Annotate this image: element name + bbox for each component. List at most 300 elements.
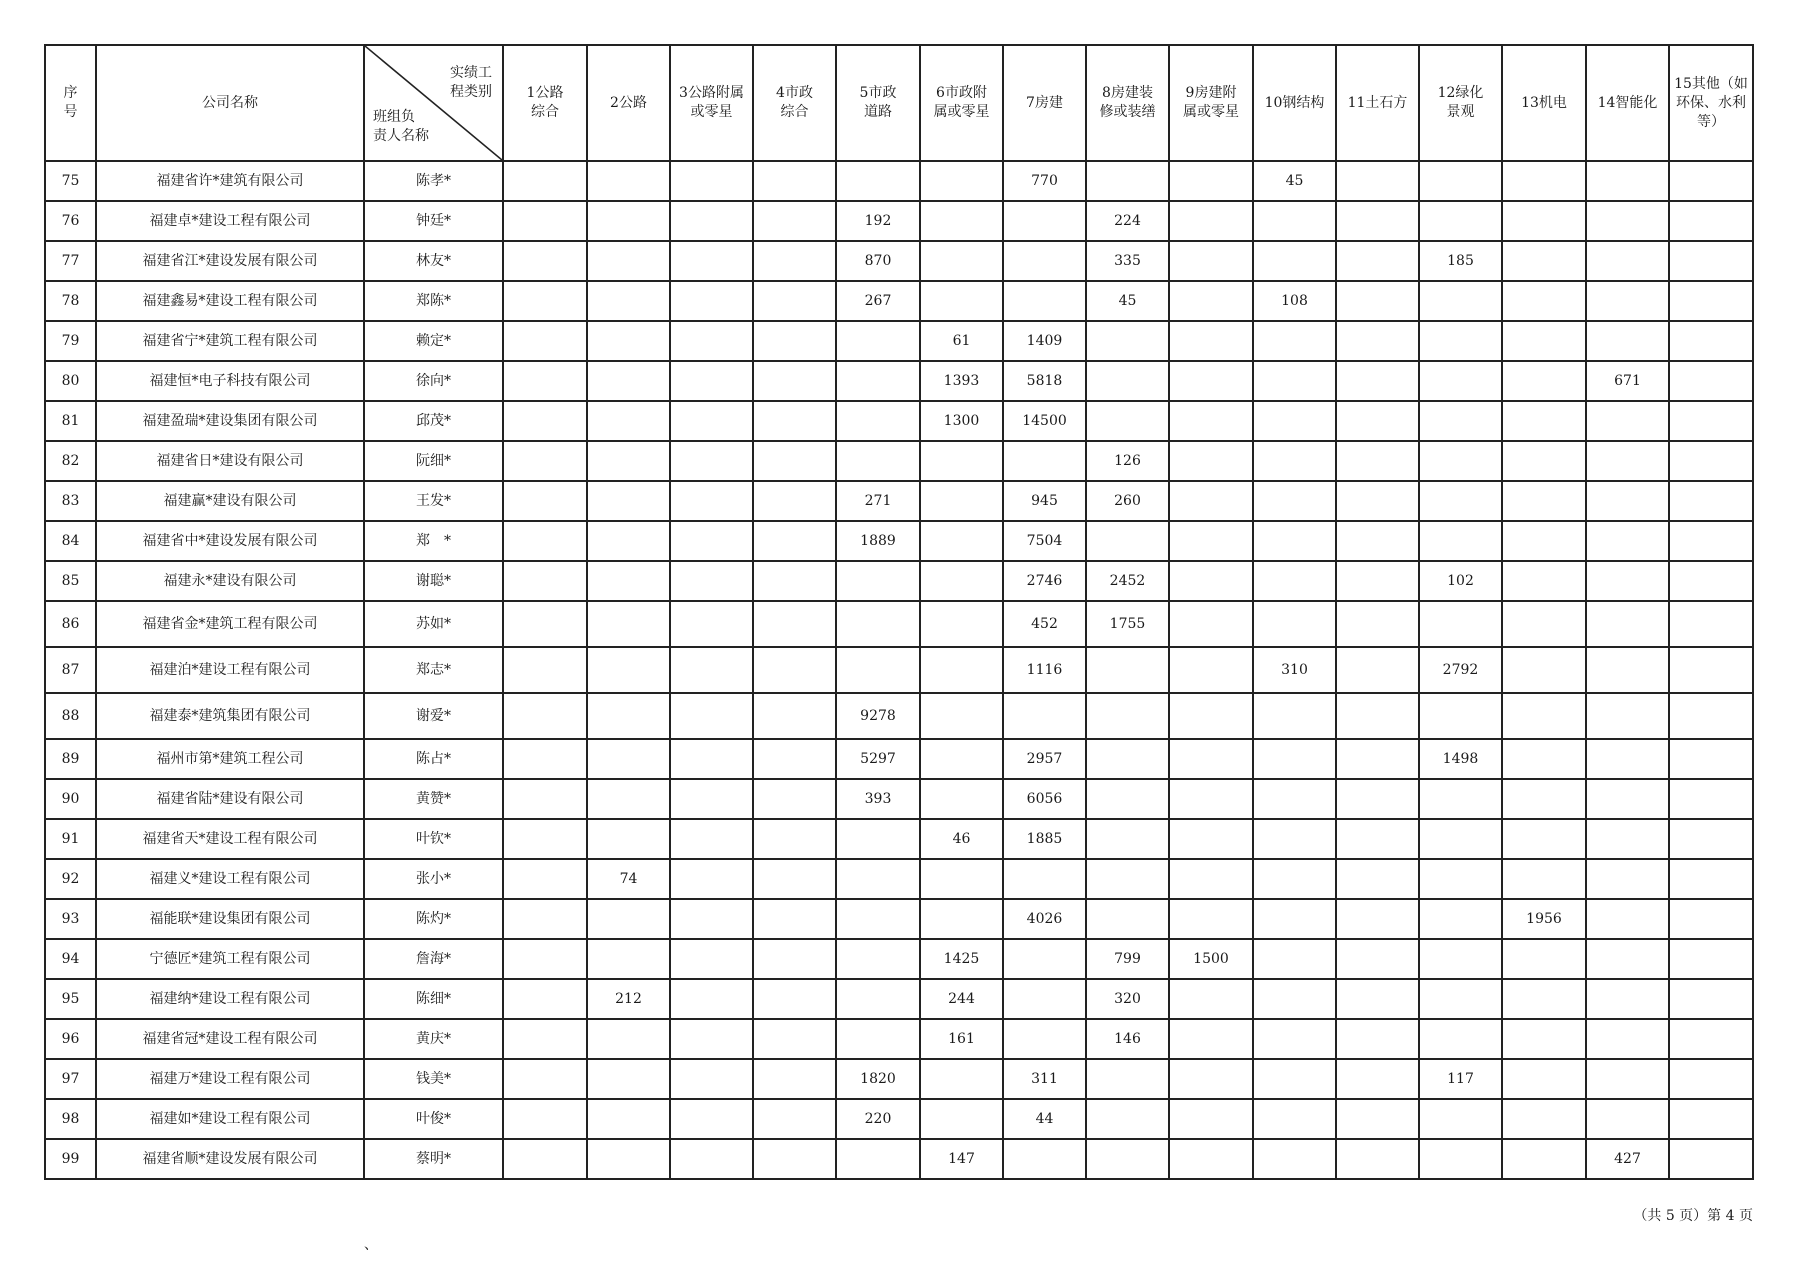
row-value-cat-9 [1169,321,1253,361]
row-value-cat-15 [1669,979,1753,1019]
header-category-label: 7房建 [1026,94,1063,111]
row-value-cat-4 [753,1139,836,1179]
row-seq: 75 [45,161,96,201]
row-value-cat-6: 1393 [920,361,1003,401]
row-value-cat-4 [753,601,836,647]
row-value-cat-1 [503,1099,587,1139]
row-value-cat-1 [503,321,587,361]
row-value-cat-15 [1669,241,1753,281]
row-value-cat-10: 310 [1253,647,1336,693]
row-value-cat-6: 1425 [920,939,1003,979]
row-value-cat-13 [1502,481,1586,521]
row-value-cat-13 [1502,859,1586,899]
row-value-cat-7: 1885 [1003,819,1086,859]
row-value-cat-12: 102 [1419,561,1502,601]
row-seq: 79 [45,321,96,361]
row-seq: 92 [45,859,96,899]
row-value-cat-11 [1336,521,1419,561]
row-value-cat-7: 1116 [1003,647,1086,693]
row-value-cat-11 [1336,739,1419,779]
row-value-cat-13 [1502,939,1586,979]
row-value-cat-9 [1169,859,1253,899]
row-value-cat-7: 14500 [1003,401,1086,441]
row-value-cat-10 [1253,321,1336,361]
row-value-cat-12 [1419,161,1502,201]
row-value-cat-1 [503,1059,587,1099]
row-value-cat-8 [1086,739,1169,779]
row-seq: 94 [45,939,96,979]
row-company: 福建赢*建设有限公司 [96,481,364,521]
row-value-cat-5: 220 [836,1099,920,1139]
row-value-cat-7: 311 [1003,1059,1086,1099]
row-value-cat-6: 46 [920,819,1003,859]
row-value-cat-10 [1253,561,1336,601]
row-value-cat-14 [1586,441,1669,481]
row-company: 福建永*建设有限公司 [96,561,364,601]
header-category-label: 15其他（如 环保、水利 等） [1674,75,1748,130]
row-value-cat-14 [1586,693,1669,739]
row-value-cat-12 [1419,1099,1502,1139]
table-row [45,1099,1753,1139]
row-value-cat-6 [920,481,1003,521]
row-leader: 叶钦* [364,819,503,859]
row-value-cat-3 [670,521,753,561]
row-value-cat-5: 870 [836,241,920,281]
row-value-cat-5 [836,1139,920,1179]
header-category-13 [1502,45,1586,161]
row-value-cat-5: 271 [836,481,920,521]
row-value-cat-5 [836,979,920,1019]
table-row [45,481,1753,521]
row-value-cat-6: 1300 [920,401,1003,441]
row-value-cat-13 [1502,161,1586,201]
row-value-cat-10 [1253,979,1336,1019]
row-value-cat-7 [1003,241,1086,281]
row-value-cat-1 [503,361,587,401]
row-value-cat-11 [1336,601,1419,647]
row-seq: 86 [45,601,96,647]
row-value-cat-6 [920,601,1003,647]
row-value-cat-3 [670,1019,753,1059]
row-leader: 谢聪* [364,561,503,601]
row-value-cat-5 [836,859,920,899]
row-value-cat-8: 1755 [1086,601,1169,647]
table-row [45,161,1753,201]
header-category-2 [587,45,670,161]
row-value-cat-3 [670,281,753,321]
row-value-cat-6 [920,441,1003,481]
row-value-cat-5 [836,321,920,361]
row-value-cat-4 [753,401,836,441]
row-value-cat-7: 770 [1003,161,1086,201]
table-row [45,521,1753,561]
row-seq: 84 [45,521,96,561]
header-leader-label: 班组负 责人名称 [373,109,429,144]
row-value-cat-2 [587,939,670,979]
row-value-cat-5 [836,441,920,481]
row-value-cat-14 [1586,201,1669,241]
row-value-cat-11 [1336,979,1419,1019]
row-value-cat-12 [1419,1139,1502,1179]
row-value-cat-2 [587,739,670,779]
row-value-cat-4 [753,739,836,779]
row-value-cat-13 [1502,819,1586,859]
header-category-10 [1253,45,1336,161]
row-company: 福建如*建设工程有限公司 [96,1099,364,1139]
row-value-cat-15 [1669,561,1753,601]
row-value-cat-10 [1253,241,1336,281]
row-value-cat-3 [670,1099,753,1139]
row-value-cat-15 [1669,859,1753,899]
row-value-cat-2 [587,601,670,647]
row-value-cat-8: 2452 [1086,561,1169,601]
row-value-cat-6 [920,693,1003,739]
row-value-cat-9 [1169,201,1253,241]
row-value-cat-14 [1586,899,1669,939]
row-value-cat-11 [1336,899,1419,939]
row-value-cat-2 [587,241,670,281]
row-value-cat-5: 5297 [836,739,920,779]
row-value-cat-11 [1336,647,1419,693]
row-value-cat-2 [587,281,670,321]
row-value-cat-1 [503,441,587,481]
row-value-cat-8: 224 [1086,201,1169,241]
row-value-cat-1 [503,939,587,979]
row-value-cat-15 [1669,1019,1753,1059]
header-category-label: 11土石方 [1347,94,1408,111]
row-value-cat-8 [1086,1139,1169,1179]
row-value-cat-8 [1086,859,1169,899]
row-value-cat-5 [836,401,920,441]
table-row [45,281,1753,321]
row-value-cat-2 [587,647,670,693]
row-company: 福建义*建设工程有限公司 [96,859,364,899]
row-value-cat-4 [753,979,836,1019]
row-value-cat-15 [1669,321,1753,361]
row-value-cat-8: 146 [1086,1019,1169,1059]
row-value-cat-7 [1003,693,1086,739]
row-leader: 阮细* [364,441,503,481]
row-value-cat-2 [587,1059,670,1099]
row-value-cat-14 [1586,601,1669,647]
row-value-cat-13 [1502,521,1586,561]
row-value-cat-13 [1502,647,1586,693]
row-value-cat-2 [587,1019,670,1059]
row-value-cat-3 [670,739,753,779]
table-row [45,1059,1753,1099]
row-value-cat-4 [753,1019,836,1059]
row-company: 福建万*建设工程有限公司 [96,1059,364,1099]
row-value-cat-7: 5818 [1003,361,1086,401]
row-seq: 88 [45,693,96,739]
row-company: 福建鑫易*建设工程有限公司 [96,281,364,321]
row-value-cat-1 [503,739,587,779]
row-value-cat-14 [1586,241,1669,281]
row-value-cat-10: 45 [1253,161,1336,201]
row-value-cat-2: 212 [587,979,670,1019]
row-value-cat-11 [1336,561,1419,601]
row-value-cat-4 [753,693,836,739]
header-category-7 [1003,45,1086,161]
row-leader: 陈灼* [364,899,503,939]
row-value-cat-9 [1169,361,1253,401]
row-value-cat-9 [1169,241,1253,281]
header-row [45,45,1753,161]
row-value-cat-13 [1502,1099,1586,1139]
header-category-11 [1336,45,1419,161]
row-value-cat-9 [1169,281,1253,321]
row-value-cat-13 [1502,1019,1586,1059]
row-value-cat-10 [1253,1019,1336,1059]
row-value-cat-11 [1336,201,1419,241]
row-value-cat-15 [1669,1059,1753,1099]
row-value-cat-5 [836,361,920,401]
row-seq: 83 [45,481,96,521]
row-value-cat-14 [1586,401,1669,441]
row-value-cat-12 [1419,979,1502,1019]
row-value-cat-9 [1169,521,1253,561]
row-value-cat-15 [1669,1099,1753,1139]
table-row [45,561,1753,601]
row-leader: 詹海* [364,939,503,979]
row-value-cat-14 [1586,1019,1669,1059]
row-value-cat-10 [1253,1099,1336,1139]
row-seq: 93 [45,899,96,939]
row-value-cat-4 [753,241,836,281]
row-value-cat-4 [753,819,836,859]
row-value-cat-1 [503,779,587,819]
row-value-cat-8 [1086,321,1169,361]
row-value-cat-8 [1086,899,1169,939]
row-leader: 陈细* [364,979,503,1019]
row-value-cat-9 [1169,739,1253,779]
row-value-cat-2 [587,819,670,859]
row-value-cat-2 [587,521,670,561]
header-category-label: 1公路 综合 [526,85,564,120]
row-value-cat-8: 260 [1086,481,1169,521]
row-value-cat-12 [1419,1019,1502,1059]
row-value-cat-2 [587,481,670,521]
row-value-cat-14 [1586,161,1669,201]
row-company: 宁德匠*建筑工程有限公司 [96,939,364,979]
row-value-cat-4 [753,321,836,361]
row-value-cat-10 [1253,441,1336,481]
row-seq: 80 [45,361,96,401]
row-value-cat-14 [1586,521,1669,561]
row-value-cat-15 [1669,401,1753,441]
row-value-cat-10 [1253,1059,1336,1099]
row-value-cat-3 [670,647,753,693]
row-company: 福建省江*建设发展有限公司 [96,241,364,281]
header-category-label: 10钢结构 [1264,94,1325,111]
row-value-cat-9 [1169,1099,1253,1139]
row-value-cat-10 [1253,693,1336,739]
row-value-cat-10 [1253,521,1336,561]
table-row [45,939,1753,979]
row-value-cat-14 [1586,561,1669,601]
page-footer: （共 5 页）第 4 页 [1633,1208,1753,1224]
row-seq: 85 [45,561,96,601]
row-leader: 谢爱* [364,693,503,739]
row-leader: 钱美* [364,1059,503,1099]
header-category-label: 3公路附属 或零星 [679,85,744,120]
row-value-cat-15 [1669,647,1753,693]
row-value-cat-2 [587,693,670,739]
row-seq: 89 [45,739,96,779]
row-value-cat-4 [753,899,836,939]
table-row [45,1139,1753,1179]
row-value-cat-10 [1253,601,1336,647]
row-value-cat-1 [503,201,587,241]
row-value-cat-4 [753,481,836,521]
row-value-cat-3 [670,693,753,739]
row-value-cat-15 [1669,481,1753,521]
row-value-cat-14 [1586,939,1669,979]
row-value-cat-11 [1336,1139,1419,1179]
row-value-cat-11 [1336,859,1419,899]
row-value-cat-14 [1586,979,1669,1019]
row-value-cat-10 [1253,899,1336,939]
row-value-cat-13 [1502,779,1586,819]
row-value-cat-4 [753,647,836,693]
row-value-cat-10 [1253,481,1336,521]
header-category-label: 8房建装 修或装缮 [1099,85,1156,120]
row-value-cat-8 [1086,693,1169,739]
header-category-label: 5市政 道路 [859,85,897,120]
row-value-cat-11 [1336,693,1419,739]
row-value-cat-5 [836,647,920,693]
row-value-cat-12: 185 [1419,241,1502,281]
row-value-cat-8: 45 [1086,281,1169,321]
row-value-cat-13 [1502,201,1586,241]
row-company: 福建纳*建设工程有限公司 [96,979,364,1019]
row-value-cat-3 [670,481,753,521]
row-value-cat-1 [503,899,587,939]
row-value-cat-6 [920,561,1003,601]
row-value-cat-3 [670,321,753,361]
header-category-label: 14智能化 [1597,94,1658,111]
row-value-cat-15 [1669,779,1753,819]
row-value-cat-4 [753,281,836,321]
row-value-cat-13 [1502,361,1586,401]
row-value-cat-8 [1086,521,1169,561]
row-value-cat-1 [503,819,587,859]
row-value-cat-6 [920,859,1003,899]
row-leader: 黄庆* [364,1019,503,1059]
row-value-cat-12 [1419,601,1502,647]
row-leader: 张小* [364,859,503,899]
header-category-label: 13机电 [1521,94,1567,111]
row-value-cat-7 [1003,939,1086,979]
row-value-cat-7 [1003,441,1086,481]
row-value-cat-8 [1086,1099,1169,1139]
row-seq: 95 [45,979,96,1019]
row-value-cat-15 [1669,693,1753,739]
row-value-cat-13: 1956 [1502,899,1586,939]
row-value-cat-5 [836,939,920,979]
row-company: 福建省中*建设发展有限公司 [96,521,364,561]
row-value-cat-8: 320 [1086,979,1169,1019]
row-value-cat-4 [753,779,836,819]
row-value-cat-9 [1169,441,1253,481]
row-value-cat-6 [920,739,1003,779]
row-value-cat-3 [670,441,753,481]
row-value-cat-11 [1336,779,1419,819]
row-company: 福建省日*建设有限公司 [96,441,364,481]
row-value-cat-10: 108 [1253,281,1336,321]
row-leader: 苏如* [364,601,503,647]
row-value-cat-4 [753,521,836,561]
row-value-cat-13 [1502,281,1586,321]
row-value-cat-12 [1419,361,1502,401]
row-value-cat-10 [1253,401,1336,441]
row-leader: 郑志* [364,647,503,693]
row-value-cat-7: 1409 [1003,321,1086,361]
row-value-cat-2 [587,401,670,441]
row-value-cat-14 [1586,779,1669,819]
row-value-cat-9 [1169,401,1253,441]
row-seq: 78 [45,281,96,321]
row-value-cat-7 [1003,1139,1086,1179]
row-value-cat-10 [1253,1139,1336,1179]
row-company: 福建省许*建筑有限公司 [96,161,364,201]
row-company: 福建卓*建设工程有限公司 [96,201,364,241]
row-company: 福建省顺*建设发展有限公司 [96,1139,364,1179]
row-value-cat-12 [1419,859,1502,899]
row-value-cat-11 [1336,321,1419,361]
row-value-cat-9 [1169,161,1253,201]
row-value-cat-15 [1669,601,1753,647]
row-value-cat-13 [1502,739,1586,779]
row-value-cat-5 [836,561,920,601]
row-seq: 97 [45,1059,96,1099]
row-value-cat-11 [1336,281,1419,321]
header-category-5 [836,45,920,161]
row-value-cat-14 [1586,321,1669,361]
row-value-cat-2 [587,441,670,481]
row-value-cat-6 [920,647,1003,693]
header-corner-cell [364,45,503,161]
table-row [45,361,1753,401]
row-leader: 邱茂* [364,401,503,441]
row-value-cat-13 [1502,693,1586,739]
row-value-cat-13 [1502,1139,1586,1179]
row-value-cat-5 [836,819,920,859]
row-value-cat-15 [1669,281,1753,321]
row-value-cat-5 [836,601,920,647]
row-value-cat-3 [670,1139,753,1179]
row-value-cat-13 [1502,561,1586,601]
row-value-cat-12 [1419,899,1502,939]
row-leader: 赖定* [364,321,503,361]
row-value-cat-7 [1003,1019,1086,1059]
table-row [45,647,1753,693]
row-value-cat-4 [753,939,836,979]
row-value-cat-7: 4026 [1003,899,1086,939]
row-value-cat-10 [1253,939,1336,979]
row-value-cat-15 [1669,441,1753,481]
row-value-cat-14: 671 [1586,361,1669,401]
row-leader: 蔡明* [364,1139,503,1179]
row-company: 福建泊*建设工程有限公司 [96,647,364,693]
row-value-cat-3 [670,241,753,281]
row-value-cat-5: 192 [836,201,920,241]
row-value-cat-6 [920,521,1003,561]
row-value-cat-5: 1889 [836,521,920,561]
row-value-cat-11 [1336,1019,1419,1059]
row-leader: 林友* [364,241,503,281]
row-value-cat-15 [1669,161,1753,201]
